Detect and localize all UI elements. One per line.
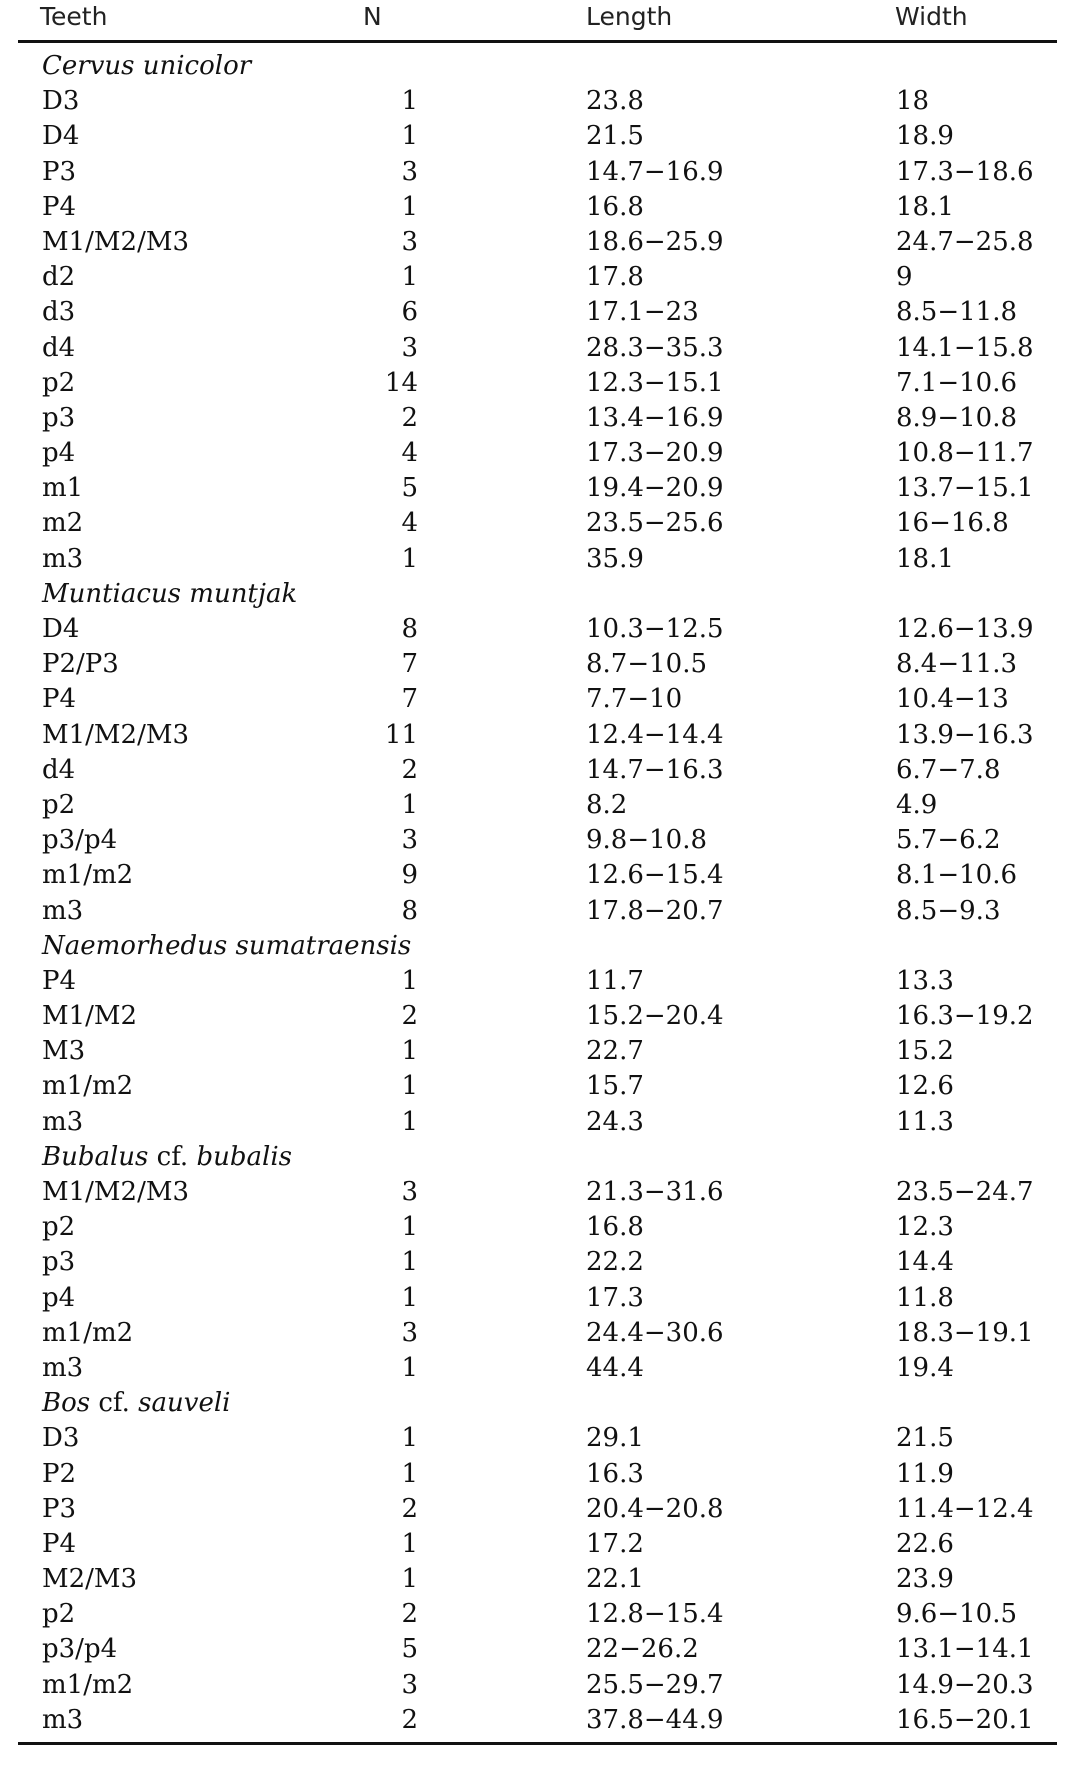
table-body <box>18 43 1057 1738</box>
cell-length: 23.8 <box>586 86 644 117</box>
cell-length: 17.8−20.7 <box>586 895 724 926</box>
cell-teeth: P4 <box>42 684 77 715</box>
cell-width: 23.9 <box>896 1564 954 1595</box>
table-row <box>18 1034 1057 1069</box>
table-row <box>18 788 1057 823</box>
table-row <box>18 1175 1057 1210</box>
cell-n: 7 <box>401 649 418 680</box>
cell-width: 4.9 <box>896 789 938 820</box>
table-row <box>18 1210 1057 1245</box>
cell-n: 3 <box>401 156 418 187</box>
cell-width: 10.4−13 <box>896 684 1009 715</box>
cell-n: 1 <box>401 543 418 574</box>
cell-teeth: m1/m2 <box>42 1669 134 1700</box>
cell-width: 14.4 <box>896 1247 954 1278</box>
cell-n: 4 <box>401 508 418 539</box>
cell-teeth: p3/p4 <box>42 1634 118 1665</box>
cell-n: 3 <box>401 332 418 363</box>
cell-n: 1 <box>401 1282 418 1313</box>
cell-length: 20.4−20.8 <box>586 1493 724 1524</box>
cell-width: 7.1−10.6 <box>896 367 1018 398</box>
cell-n: 6 <box>401 297 418 328</box>
cell-width: 11.4−12.4 <box>896 1493 1034 1524</box>
species-name-part: bubalis <box>196 1141 292 1172</box>
table-row <box>18 119 1057 154</box>
cell-width: 8.5−11.8 <box>896 297 1018 328</box>
cell-width: 18.1 <box>896 543 954 574</box>
table-row <box>18 542 1057 577</box>
cell-width: 15.2 <box>896 1036 954 1067</box>
cell-width: 18 <box>896 86 930 117</box>
cell-length: 10.3−12.5 <box>586 614 724 644</box>
cell-n: 3 <box>401 226 418 257</box>
cell-teeth: P4 <box>42 965 77 996</box>
table-row <box>18 471 1057 506</box>
cell-teeth: M3 <box>42 1036 86 1067</box>
cell-length: 22−26.2 <box>586 1634 699 1665</box>
cell-width: 18.3−19.1 <box>896 1317 1034 1348</box>
cell-width: 10.8−11.7 <box>896 438 1034 469</box>
cell-width: 5.7−6.2 <box>896 825 1001 856</box>
cell-teeth: m1/m2 <box>42 1071 134 1102</box>
table-row <box>18 1597 1057 1632</box>
cell-length: 12.6−15.4 <box>586 860 724 891</box>
cell-teeth: m1/m2 <box>42 860 134 891</box>
table-row <box>18 506 1057 541</box>
cell-n: 14 <box>384 367 418 398</box>
cell-n: 5 <box>401 1634 418 1665</box>
table-row <box>18 1527 1057 1562</box>
table-row <box>18 295 1057 330</box>
cell-teeth: p3 <box>42 1247 76 1278</box>
table-row <box>18 366 1057 401</box>
cell-teeth: P4 <box>42 1528 77 1559</box>
cell-length: 22.7 <box>586 1036 644 1067</box>
cell-teeth: m1/m2 <box>42 1317 134 1348</box>
cell-teeth: p2 <box>42 789 76 820</box>
cell-teeth: p2 <box>42 1599 76 1630</box>
cell-length: 14.7−16.9 <box>586 156 724 187</box>
cell-length: 28.3−35.3 <box>586 332 724 363</box>
header-teeth: Teeth <box>40 2 108 31</box>
table-row <box>18 1316 1057 1351</box>
cell-length: 17.3 <box>586 1282 644 1313</box>
table-row <box>18 753 1057 788</box>
cell-length: 17.8 <box>586 262 644 293</box>
cell-length: 23.5−25.6 <box>586 508 724 539</box>
cell-length: 16.8 <box>586 191 644 222</box>
table-row <box>18 1069 1057 1104</box>
species-name-part: sauveli <box>138 1388 231 1419</box>
table-row <box>18 225 1057 260</box>
cell-width: 9 <box>896 262 913 293</box>
cell-width: 11.9 <box>896 1458 954 1489</box>
cell-n: 1 <box>401 1352 418 1383</box>
species-group-row <box>18 1386 1057 1421</box>
species-name-part: Bubalus <box>42 1141 149 1172</box>
table-row <box>18 1668 1057 1703</box>
cell-width: 11.8 <box>896 1282 954 1313</box>
table-header-row <box>18 0 1057 40</box>
species-group-row <box>18 929 1057 964</box>
cell-teeth: P2 <box>42 1458 77 1489</box>
cell-length: 24.4−30.6 <box>586 1317 724 1348</box>
table-row <box>18 331 1057 366</box>
bottom-rule <box>18 1742 1057 1745</box>
cell-teeth: P3 <box>42 156 77 187</box>
species-name: Cervus unicolor <box>42 51 252 81</box>
cell-teeth: m1 <box>42 473 84 504</box>
cell-teeth: M1/M2/M3 <box>42 226 190 257</box>
species-name: Muntiacus muntjak <box>42 578 298 609</box>
cell-teeth: P3 <box>42 1493 77 1524</box>
cell-n: 8 <box>401 614 418 644</box>
cell-width: 19.4 <box>896 1352 954 1383</box>
cell-length: 15.7 <box>586 1071 644 1102</box>
cell-n: 1 <box>401 191 418 222</box>
cell-width: 13.3 <box>896 965 954 996</box>
cell-length: 8.2 <box>586 789 628 820</box>
cell-teeth: p4 <box>42 438 76 469</box>
species-name <box>42 1386 230 1421</box>
cell-n: 1 <box>401 1212 418 1243</box>
cell-width: 24.7−25.8 <box>896 226 1034 257</box>
cell-width: 18.9 <box>896 121 954 152</box>
cell-teeth: D4 <box>42 121 80 152</box>
table-row <box>18 999 1057 1034</box>
table-row <box>18 1492 1057 1527</box>
cell-length: 21.5 <box>586 121 644 152</box>
species-name-part: Bos <box>42 1388 91 1419</box>
cell-teeth: m3 <box>42 1704 84 1735</box>
cell-width: 8.4−11.3 <box>896 649 1018 680</box>
cell-length: 12.4−14.4 <box>586 719 724 750</box>
cell-width: 12.6 <box>896 1071 954 1102</box>
cell-width: 8.9−10.8 <box>896 402 1018 433</box>
cell-length: 9.8−10.8 <box>586 825 708 856</box>
cell-width: 18.1 <box>896 191 954 222</box>
cell-length: 17.1−23 <box>586 297 699 328</box>
table-row <box>18 84 1057 119</box>
cell-n: 11 <box>384 719 418 750</box>
cell-width: 16−16.8 <box>896 508 1009 539</box>
cell-length: 44.4 <box>586 1352 644 1383</box>
cell-n: 9 <box>401 860 418 891</box>
cell-teeth: P2/P3 <box>42 649 119 680</box>
cell-length: 8.7−10.5 <box>586 649 708 680</box>
cell-teeth: m2 <box>42 508 84 539</box>
header-width: Width <box>895 2 968 31</box>
cell-n: 1 <box>401 1247 418 1278</box>
table-row <box>18 155 1057 190</box>
cell-length: 14.7−16.3 <box>586 754 724 785</box>
table-row <box>18 436 1057 471</box>
table-row <box>18 260 1057 295</box>
table-row <box>18 401 1057 436</box>
cell-width: 16.5−20.1 <box>896 1704 1034 1735</box>
cell-teeth: p3/p4 <box>42 825 118 856</box>
cell-length: 18.6−25.9 <box>586 226 724 257</box>
table-row <box>18 1351 1057 1386</box>
cell-length: 25.5−29.7 <box>586 1669 724 1700</box>
table-row <box>18 1562 1057 1597</box>
header-n: N <box>363 2 382 31</box>
cell-length: 37.8−44.9 <box>586 1704 724 1735</box>
cell-teeth: D3 <box>42 1423 80 1454</box>
cell-length: 15.2−20.4 <box>586 1001 724 1032</box>
cell-n: 1 <box>401 1423 418 1454</box>
cell-n: 1 <box>401 86 418 117</box>
cell-n: 3 <box>401 825 418 856</box>
species-group-row <box>18 1140 1057 1175</box>
cell-n: 1 <box>401 1036 418 1067</box>
cell-width: 21.5 <box>896 1423 954 1454</box>
table-row <box>18 1281 1057 1316</box>
table-row <box>18 858 1057 893</box>
table-row <box>18 612 1057 647</box>
species-group-row <box>18 49 1057 84</box>
cell-teeth: M1/M2/M3 <box>42 1177 190 1207</box>
cell-width: 22.6 <box>896 1528 954 1559</box>
cell-n: 1 <box>401 789 418 820</box>
cell-teeth: D3 <box>42 86 80 117</box>
cell-length: 13.4−16.9 <box>586 402 724 433</box>
cell-n: 1 <box>401 1106 418 1137</box>
cell-n: 2 <box>401 402 418 433</box>
table-row <box>18 1632 1057 1667</box>
cell-n: 1 <box>401 1071 418 1102</box>
cell-length: 12.8−15.4 <box>586 1599 724 1630</box>
cell-teeth: p2 <box>42 1212 76 1243</box>
cell-width: 12.6−13.9 <box>896 614 1034 644</box>
cell-length: 19.4−20.9 <box>586 473 724 504</box>
cell-length: 21.3−31.6 <box>586 1177 724 1207</box>
cell-width: 14.1−15.8 <box>896 332 1034 363</box>
table-row <box>18 190 1057 225</box>
cell-teeth: m3 <box>42 1106 84 1137</box>
species-name: Naemorhedus sumatraensis <box>42 930 412 961</box>
cell-length: 24.3 <box>586 1106 644 1137</box>
cell-teeth: m3 <box>42 895 84 926</box>
cell-teeth: M2/M3 <box>42 1564 138 1595</box>
cell-n: 3 <box>401 1177 418 1207</box>
table-row <box>18 823 1057 858</box>
cell-width: 16.3−19.2 <box>896 1001 1034 1032</box>
measurements-table <box>18 0 1057 1745</box>
cell-teeth: p2 <box>42 367 76 398</box>
cell-teeth: m3 <box>42 1352 84 1383</box>
table-row <box>18 647 1057 682</box>
header-length: Length <box>586 2 673 31</box>
cell-width: 8.1−10.6 <box>896 860 1018 891</box>
cell-teeth: d2 <box>42 262 76 293</box>
cell-n: 5 <box>401 473 418 504</box>
cell-width: 6.7−7.8 <box>896 754 1001 785</box>
cell-length: 16.8 <box>586 1212 644 1243</box>
cell-width: 8.5−9.3 <box>896 895 1001 926</box>
cell-teeth: d3 <box>42 297 76 328</box>
cell-length: 22.1 <box>586 1564 644 1595</box>
cell-n: 1 <box>401 1458 418 1489</box>
cell-teeth: p4 <box>42 1282 76 1313</box>
cell-width: 23.5−24.7 <box>896 1177 1034 1207</box>
cell-n: 1 <box>401 1528 418 1559</box>
cell-width: 13.9−16.3 <box>896 719 1034 750</box>
table-row <box>18 964 1057 999</box>
cell-teeth: d4 <box>42 332 76 363</box>
cell-width: 14.9−20.3 <box>896 1669 1034 1700</box>
table-row <box>18 1703 1057 1738</box>
cell-teeth: p3 <box>42 402 76 433</box>
cell-length: 35.9 <box>586 543 644 574</box>
cell-length: 16.3 <box>586 1458 644 1489</box>
cell-length: 11.7 <box>586 965 644 996</box>
species-name-part: cf. <box>90 1388 139 1419</box>
cell-teeth: M1/M2 <box>42 1001 138 1032</box>
cell-width: 13.7−15.1 <box>896 473 1034 504</box>
cell-width: 17.3−18.6 <box>896 156 1034 187</box>
cell-teeth: d4 <box>42 754 76 785</box>
cell-n: 1 <box>401 1564 418 1595</box>
cell-n: 3 <box>401 1317 418 1348</box>
cell-length: 17.3−20.9 <box>586 438 724 469</box>
cell-n: 2 <box>401 1704 418 1735</box>
cell-length: 12.3−15.1 <box>586 367 724 398</box>
species-name-part: cf. <box>148 1141 197 1172</box>
species-name <box>42 1140 292 1175</box>
cell-n: 2 <box>401 1599 418 1630</box>
cell-n: 3 <box>401 1669 418 1700</box>
cell-n: 2 <box>401 754 418 785</box>
table-row <box>18 1245 1057 1280</box>
cell-n: 4 <box>401 438 418 469</box>
cell-n: 2 <box>401 1001 418 1032</box>
cell-n: 1 <box>401 965 418 996</box>
species-group-row <box>18 577 1057 612</box>
cell-teeth: P4 <box>42 191 77 222</box>
cell-length: 29.1 <box>586 1423 644 1454</box>
cell-n: 7 <box>401 684 418 715</box>
table-row <box>18 1421 1057 1456</box>
table-row <box>18 1105 1057 1140</box>
cell-n: 8 <box>401 895 418 926</box>
table-row <box>18 682 1057 717</box>
cell-n: 1 <box>401 262 418 293</box>
cell-teeth: D4 <box>42 614 80 644</box>
cell-n: 1 <box>401 121 418 152</box>
cell-n: 2 <box>401 1493 418 1524</box>
cell-width: 12.3 <box>896 1212 954 1243</box>
cell-length: 17.2 <box>586 1528 644 1559</box>
cell-width: 11.3 <box>896 1106 954 1137</box>
cell-teeth: M1/M2/M3 <box>42 719 190 750</box>
table-row <box>18 894 1057 929</box>
cell-teeth: m3 <box>42 543 84 574</box>
cell-width: 9.6−10.5 <box>896 1599 1018 1630</box>
cell-width: 13.1−14.1 <box>896 1634 1034 1665</box>
cell-length: 7.7−10 <box>586 684 683 715</box>
table-row <box>18 718 1057 753</box>
cell-length: 22.2 <box>586 1247 644 1278</box>
table-row <box>18 1457 1057 1492</box>
